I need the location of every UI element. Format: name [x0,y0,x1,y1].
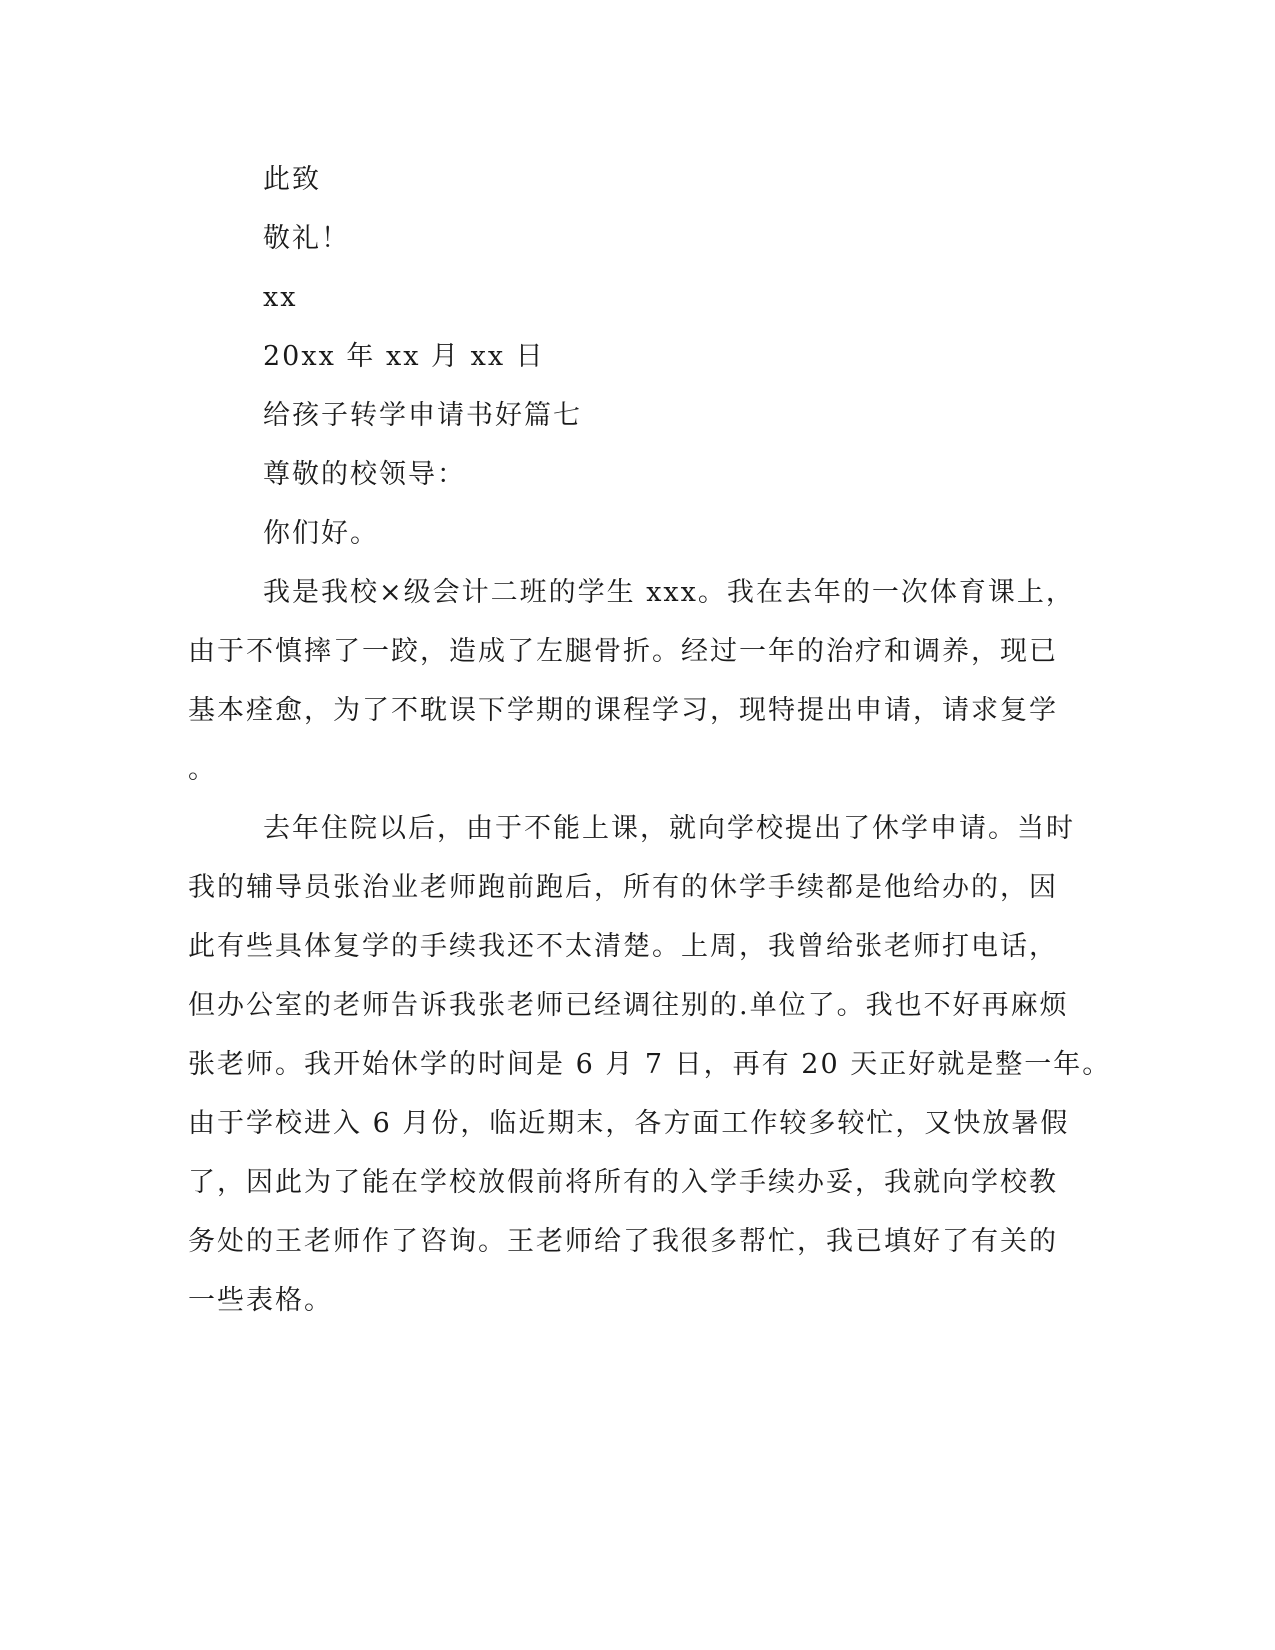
paragraph-2-line: 务处的王老师作了咨询。王老师给了我很多帮忙，我已填好了有关的 [188,1226,1058,1257]
paragraph-2-line: 一些表格。 [188,1285,333,1316]
paragraph-2-line: 我的辅导员张治业老师跑前跑后，所有的休学手续都是他给办的，因 [188,872,1058,903]
paragraph-2-line: 去年住院以后，由于不能上课，就向学校提出了休学申请。当时 [263,813,1075,844]
paragraph-2-line: 张老师。我开始休学的时间是 6 月 7 日，再有 20 天正好就是整一年。 [188,1049,1112,1080]
paragraph-2-line: 此有些具体复学的手续我还不太清楚。上周，我曾给张老师打电话， [188,931,1058,962]
greeting: 尊敬的校领导： [263,459,466,490]
paragraph-2-line: 了，因此为了能在学校放假前将所有的入学手续办妥，我就向学校教 [188,1167,1058,1198]
paragraph-1-line: 由于不慎摔了一跤，造成了左腿骨折。经过一年的治疗和调养，现已 [188,636,1058,667]
section-title: 给孩子转学申请书好篇七 [263,400,582,431]
paragraph-1-line: 。 [188,754,217,785]
closing-signature: xx [263,282,298,313]
hello-line: 你们好。 [263,518,379,549]
paragraph-2-line: 由于学校进入 6 月份，临近期末，各方面工作较多较忙，又快放暑假 [188,1108,1070,1139]
closing-salutation: 此致 [263,164,321,195]
paragraph-2-line: 但办公室的老师告诉我张老师已经调往别的.单位了。我也不好再麻烦 [188,990,1069,1021]
closing-regards: 敬礼！ [263,223,350,254]
paragraph-1-line: 基本痊愈，为了不耽误下学期的课程学习，现特提出申请，请求复学 [188,695,1058,726]
paragraph-1-line: 我是我校×级会计二班的学生 xxx。我在去年的一次体育课上， [263,577,1075,608]
closing-date: 20xx 年 xx 月 xx 日 [263,341,545,372]
